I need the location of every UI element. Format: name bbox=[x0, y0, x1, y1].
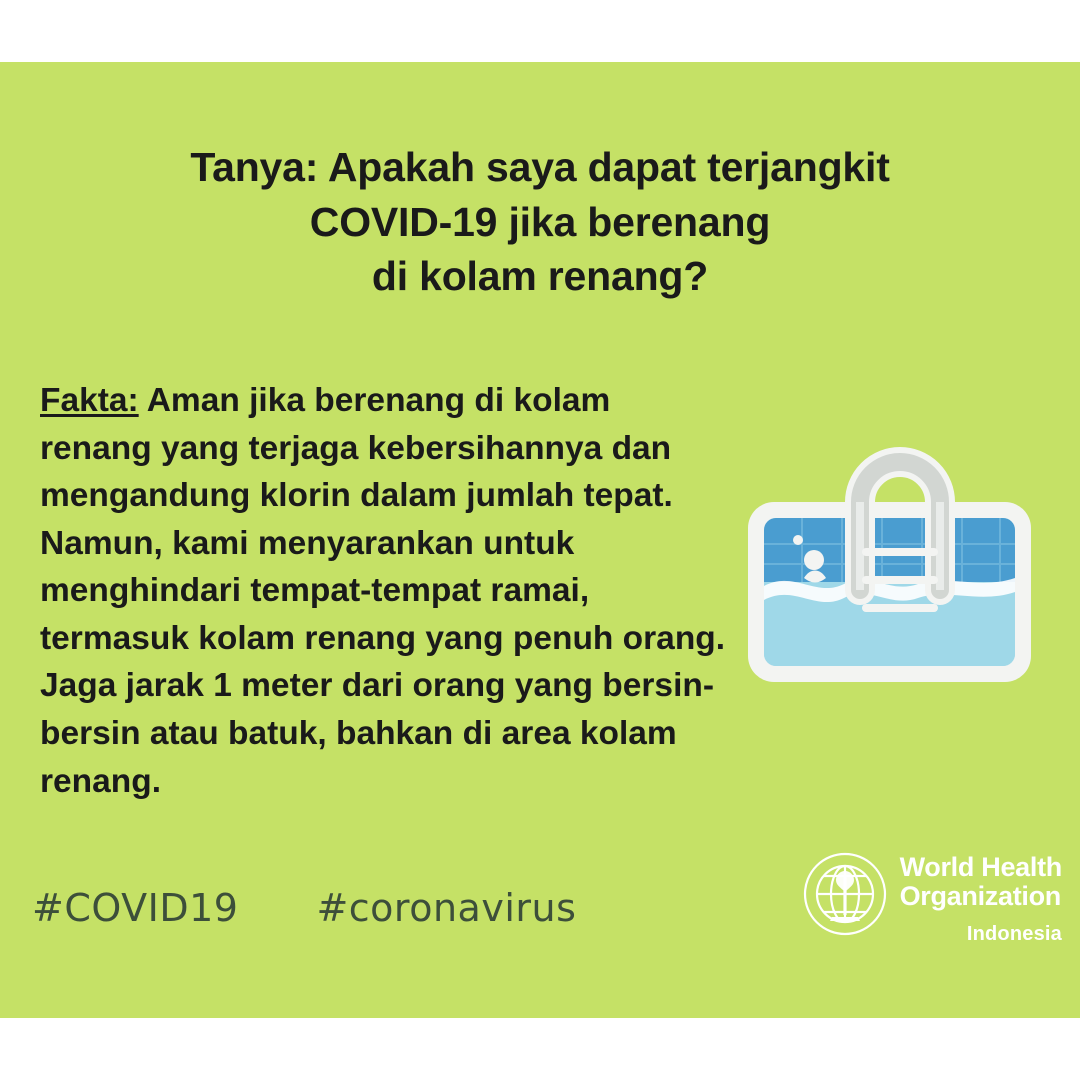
hashtag-row bbox=[32, 886, 576, 930]
who-line-2: Organization bbox=[899, 880, 1061, 911]
question-heading bbox=[60, 140, 1020, 304]
infographic-card bbox=[0, 62, 1080, 1018]
hashtag-coronavirus: #coronavirus bbox=[316, 886, 577, 930]
question-line-2: COVID-19 jika berenang bbox=[309, 198, 771, 245]
who-line-1: World Health bbox=[899, 851, 1062, 882]
fact-body: Aman jika berenang di kolam renang yang terjaga kebersihannya dan mengandung klorin dalam jumlah tepat. Namun, kami menyarankan untuk menghindari tempat-tempat ramai, termasuk kolam renang yang penuh orang. Jaga jarak 1 meter dari orang yang bersin-bersin atau batuk, bahkan di area kolam renang. bbox=[40, 382, 726, 800]
question-line-3: di kolam renang? bbox=[371, 253, 709, 300]
fact-label: Fakta: bbox=[40, 382, 139, 419]
hashtag-covid19: #COVID19 bbox=[32, 886, 239, 930]
fact-paragraph bbox=[40, 377, 730, 805]
who-country: Indonesia bbox=[966, 923, 1062, 945]
swimming-pool-illustration bbox=[742, 440, 1037, 695]
who-wordmark bbox=[900, 851, 1062, 946]
question-line-1: Tanya: Apakah saya dapat terjangkit bbox=[190, 144, 890, 190]
who-emblem-icon bbox=[802, 851, 888, 942]
who-logo bbox=[802, 851, 1062, 946]
